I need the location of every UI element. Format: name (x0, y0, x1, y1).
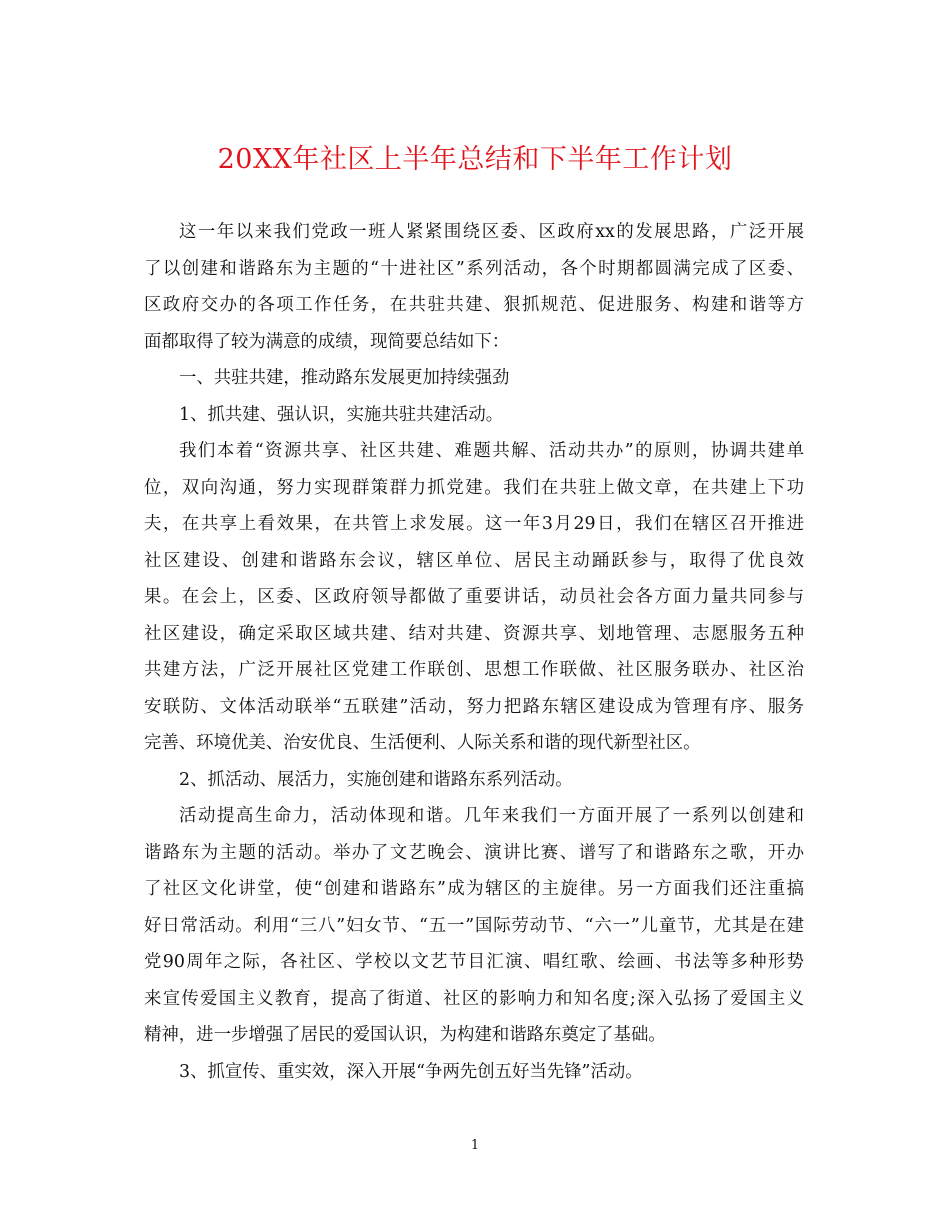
text-line: 活动提高生命力，活动体现和谐。几年来我们一方面开展了一系列以创建和 (179, 806, 804, 826)
paragraph (144, 1054, 804, 1091)
text-line: 3、抓宣传、重实效，深入开展“争两先创五好当先锋”活动。 (179, 1061, 643, 1082)
text-line: 一、共驻共建，推动路东发展更加持续强劲 (179, 368, 510, 388)
page-number: 1 (470, 1138, 480, 1153)
text-line: 1、抓共建、强认识，实施共驻共建活动。 (179, 404, 504, 425)
document-body (144, 214, 804, 1090)
paragraph (144, 397, 804, 434)
paragraph (144, 214, 804, 360)
text-line: 夫，在共享上看效果，在共管上求发展。这一年3月29日，我们在辖区召开推进 (144, 514, 804, 534)
text-line: 完善、环境优美、治安优良、生活便利、人际关系和谐的现代新型社区。 (144, 733, 701, 753)
paragraph (144, 433, 804, 762)
text-line: 社区建设、创建和谐路东会议，辖区单位、居民主动踊跃参与，取得了优良效 (144, 550, 804, 571)
text-line: 果。在会上，区委、区政府领导都做了重要讲话，动员社会各方面力量共同参与 (144, 587, 804, 607)
text-line: 2、抓活动、展活力，实施创建和谐路东系列活动。 (179, 769, 573, 790)
text-line: 共建方法，广泛开展社区党建工作联创、思想工作联做、社区服务联办、社区治 (144, 660, 804, 680)
document-title: 20XX年社区上半年总结和下半年工作计划 (217, 144, 733, 175)
text-line: 区政府交办的各项工作任务，在共驻共建、狠抓规范、促进服务、构建和谐等方 (144, 295, 804, 315)
text-line: 面都取得了较为满意的成绩，现简要总结如下： (144, 331, 510, 352)
text-line: 谐路东为主题的活动。举办了文艺晚会、演讲比赛、谱写了和谐路东之歌，开办 (144, 842, 804, 863)
text-line: 党90周年之际，各社区、学校以文艺节目汇演、唱红歌、绘画、书法等多种形势 (144, 952, 804, 972)
text-line: 精神，进一步增强了居民的爱国认识，为构建和谐路东奠定了基础。 (144, 1025, 666, 1045)
paragraph (144, 762, 804, 799)
text-line: 好日常活动。利用“三八”妇女节、“五一”国际劳动节、“六一”儿童节，尤其是在建 (144, 915, 804, 936)
paragraph (144, 360, 804, 397)
text-line: 来宣传爱国主义教育，提高了街道、社区的影响力和知名度;深入弘扬了爱国主义 (144, 988, 804, 1009)
paragraph (144, 798, 804, 1054)
text-line: 位，双向沟通，努力实现群策群力抓党建。我们在共驻上做文章，在共建上下功 (144, 477, 804, 498)
text-line: 了社区文化讲堂，使“创建和谐路东”成为辖区的主旋律。另一方面我们还注重搞 (144, 879, 804, 899)
text-line: 我们本着“资源共享、社区共建、难题共解、活动共办”的原则，协调共建单 (179, 441, 804, 461)
text-line: 安联防、文体活动联举“五联建”活动，努力把路东辖区建设成为管理有序、服务 (144, 696, 804, 717)
text-line: 社区建设，确定采取区域共建、结对共建、资源共享、划地管理、志愿服务五种 (144, 623, 804, 644)
text-line: 这一年以来我们党政一班人紧紧围绕区委、区政府xx的发展思路，广泛开展 (179, 222, 804, 242)
text-line: 了以创建和谐路东为主题的“十进社区”系列活动，各个时期都圆满完成了区委、 (144, 258, 804, 279)
